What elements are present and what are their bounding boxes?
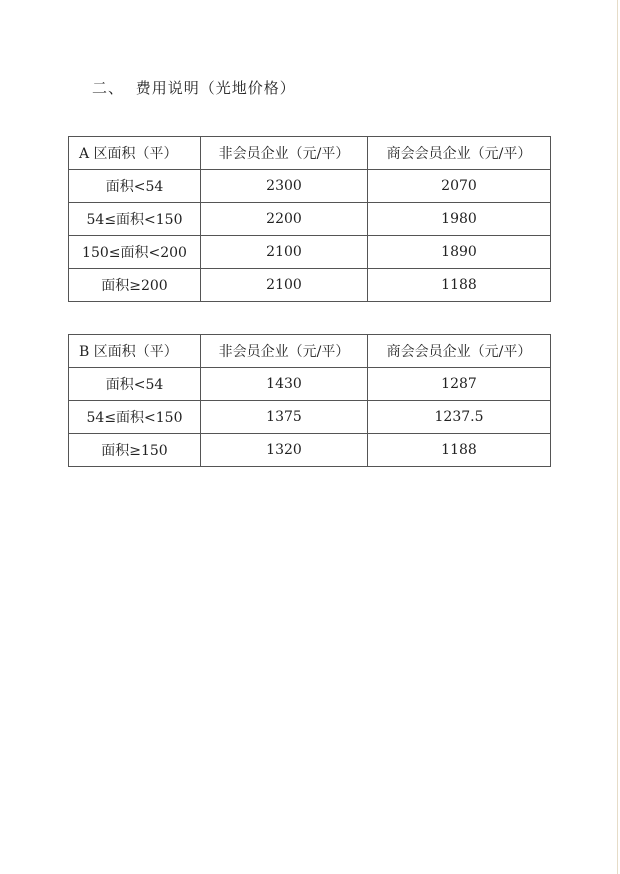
non-member-price-cell: 2100 <box>201 236 368 269</box>
table-row <box>69 203 551 236</box>
non-member-price-cell: 1375 <box>201 401 368 434</box>
non-member-price-cell: 2300 <box>201 170 368 203</box>
non-member-price-cell: 2100 <box>201 269 368 302</box>
table-row <box>69 368 551 401</box>
section-heading <box>92 77 296 98</box>
non-member-price-header: 非会员企业（元/平） <box>201 137 368 170</box>
non-member-price-cell: 2200 <box>201 203 368 236</box>
table-row <box>69 236 551 269</box>
member-price-cell: 1188 <box>368 269 551 302</box>
area-range-cell: 面积<54 <box>69 368 201 401</box>
table-row <box>69 170 551 203</box>
zone-a-area-header: A 区面积（平） <box>69 137 201 170</box>
area-range-cell: 54≤面积<150 <box>69 203 201 236</box>
non-member-price-cell: 1430 <box>201 368 368 401</box>
table-row <box>69 401 551 434</box>
section-title: 费用说明（光地价格） <box>135 79 296 97</box>
zone-b-price-table <box>68 334 551 467</box>
member-price-cell: 1188 <box>368 434 551 467</box>
area-range-cell: 150≤面积<200 <box>69 236 201 269</box>
member-price-cell: 2070 <box>368 170 551 203</box>
table-row <box>69 269 551 302</box>
area-range-cell: 面积<54 <box>69 170 201 203</box>
member-price-header: 商会会员企业（元/平） <box>368 335 551 368</box>
area-range-cell: 54≤面积<150 <box>69 401 201 434</box>
non-member-price-header: 非会员企业（元/平） <box>201 335 368 368</box>
member-price-cell: 1287 <box>368 368 551 401</box>
page-edge-line <box>617 0 618 874</box>
table-header-row <box>69 335 551 368</box>
member-price-cell: 1890 <box>368 236 551 269</box>
section-number: 二、 <box>92 79 125 97</box>
non-member-price-cell: 1320 <box>201 434 368 467</box>
member-price-cell: 1237.5 <box>368 401 551 434</box>
member-price-cell: 1980 <box>368 203 551 236</box>
area-range-cell: 面积≥150 <box>69 434 201 467</box>
member-price-header: 商会会员企业（元/平） <box>368 137 551 170</box>
zone-b-area-header: B 区面积（平） <box>69 335 201 368</box>
table-header-row <box>69 137 551 170</box>
zone-a-price-table <box>68 136 551 302</box>
table-row <box>69 434 551 467</box>
area-range-cell: 面积≥200 <box>69 269 201 302</box>
